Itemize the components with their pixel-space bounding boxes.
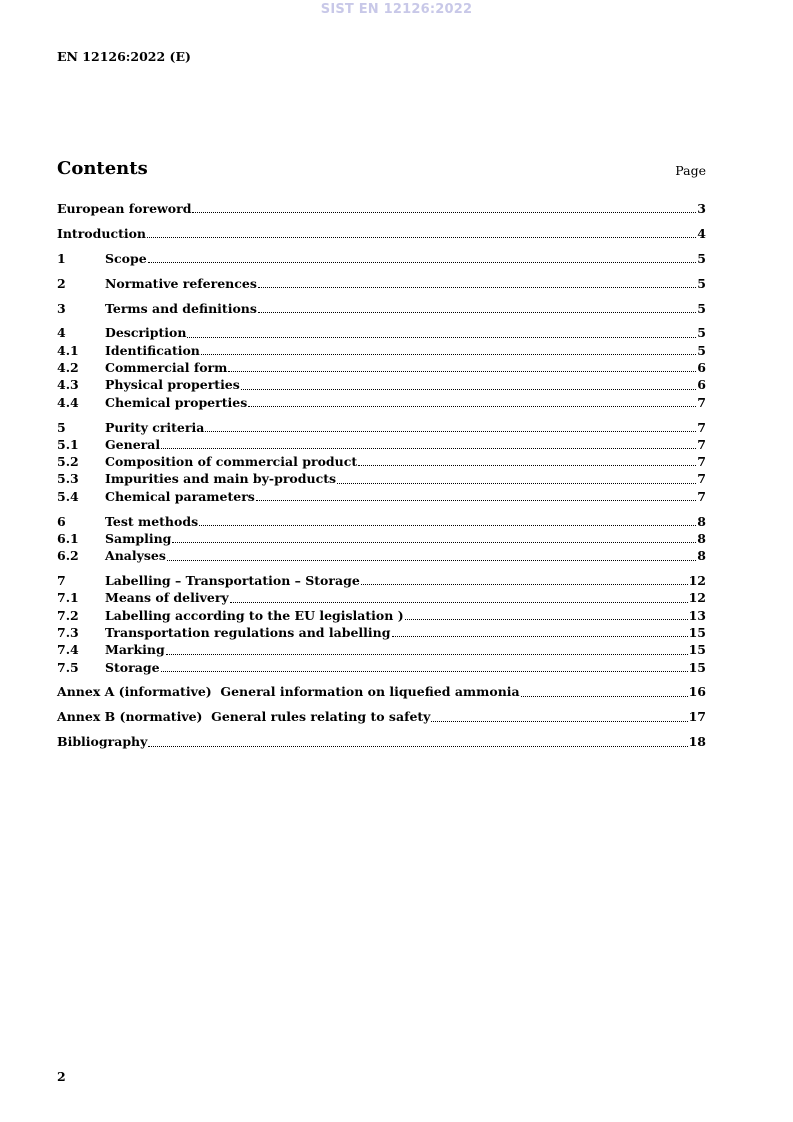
toc-entry-introduction[interactable] xyxy=(57,225,706,242)
toc-entry-page: 6 xyxy=(697,360,706,376)
toc-entry-page: 5 xyxy=(697,300,706,316)
leader-dots xyxy=(230,601,688,603)
page-number: 2 xyxy=(57,1069,66,1084)
toc-entry-7-1[interactable] xyxy=(57,589,706,606)
toc-entry-label: Physical properties xyxy=(105,377,240,393)
toc-entry-6-1[interactable] xyxy=(57,530,706,547)
toc-entry-label: General xyxy=(105,436,161,452)
toc-entry-label: Annex A (informative) General information on liquefied ammonia xyxy=(57,684,520,700)
leader-dots xyxy=(337,482,696,484)
leader-dots xyxy=(392,635,688,637)
leader-dots xyxy=(166,653,688,655)
toc-entry-page: 7 xyxy=(697,436,706,452)
toc-entry-number: 5.3 xyxy=(57,471,79,487)
toc-entry-7[interactable] xyxy=(57,572,706,589)
contents-title: Contents xyxy=(57,158,148,179)
toc-entry-label: Composition of commercial product xyxy=(105,454,358,470)
toc-entry-number: 1 xyxy=(57,250,66,266)
toc-entry-label: Commercial form xyxy=(105,360,228,376)
leader-dots xyxy=(161,447,696,449)
toc-entry-4-4[interactable] xyxy=(57,394,706,411)
page-column-label: Page xyxy=(675,163,706,178)
toc-entry-label: Analyses xyxy=(105,548,166,564)
toc-entry-number: 3 xyxy=(57,300,66,316)
toc-entry-bibliography[interactable] xyxy=(57,733,706,750)
toc-entry-5-2[interactable] xyxy=(57,453,706,470)
toc-entry-label: Bibliography xyxy=(57,734,148,750)
toc-entry-label: Labelling according to the EU legislation ) xyxy=(105,607,404,623)
toc-entry-label: Test methods xyxy=(105,513,199,529)
table-of-contents xyxy=(57,200,706,751)
toc-entry-page: 7 xyxy=(697,471,706,487)
toc-entry-7-2[interactable] xyxy=(57,607,706,624)
toc-entry-label: Storage xyxy=(105,659,160,675)
toc-entry-page: 8 xyxy=(697,548,706,564)
toc-entry-4[interactable] xyxy=(57,324,706,341)
toc-entry-annex-a[interactable] xyxy=(57,683,706,700)
leader-dots xyxy=(167,559,696,561)
toc-entry-number: 7.2 xyxy=(57,607,79,623)
leader-dots xyxy=(241,388,696,390)
leader-dots xyxy=(405,618,688,620)
toc-entry-page: 5 xyxy=(697,250,706,266)
toc-entry-number: 7.5 xyxy=(57,659,79,675)
toc-entry-4-3[interactable] xyxy=(57,376,706,393)
toc-entry-number: 5 xyxy=(57,419,66,435)
toc-entry-number: 4 xyxy=(57,325,66,341)
toc-entry-page: 8 xyxy=(697,530,706,546)
leader-dots xyxy=(248,405,696,407)
toc-entry-3[interactable] xyxy=(57,300,706,317)
leader-dots xyxy=(199,524,696,526)
toc-entry-6[interactable] xyxy=(57,513,706,530)
toc-entry-label: Sampling xyxy=(105,530,172,546)
toc-entry-page: 5 xyxy=(697,342,706,358)
toc-entry-number: 4.4 xyxy=(57,394,79,410)
toc-entry-2[interactable] xyxy=(57,275,706,292)
toc-entry-label: Chemical parameters xyxy=(105,488,255,504)
leader-dots xyxy=(172,541,696,543)
toc-entry-label: Impurities and main by-products xyxy=(105,471,336,487)
toc-entry-page: 8 xyxy=(697,513,706,529)
toc-entry-page: 7 xyxy=(697,454,706,470)
toc-entry-5[interactable] xyxy=(57,419,706,436)
toc-entry-page: 12 xyxy=(688,590,706,606)
toc-entry-label: Introduction xyxy=(57,225,147,241)
toc-entry-label: Annex B (normative) General rules relating to safety xyxy=(57,709,431,725)
toc-entry-label: European foreword xyxy=(57,201,192,216)
toc-entry-number: 4.3 xyxy=(57,377,79,393)
leader-dots xyxy=(258,311,696,313)
toc-entry-number: 4.2 xyxy=(57,360,79,376)
toc-entry-number: 6.2 xyxy=(57,548,79,564)
leader-dots xyxy=(521,695,688,697)
toc-entry-page: 13 xyxy=(688,607,706,623)
toc-entry-label: Labelling – Transportation – Storage xyxy=(105,573,360,589)
toc-entry-5-4[interactable] xyxy=(57,488,706,505)
leader-dots xyxy=(258,286,696,288)
leader-dots xyxy=(358,464,696,466)
toc-entry-label: Terms and definitions xyxy=(105,300,257,316)
toc-entry-page: 15 xyxy=(688,659,706,675)
toc-entry-number: 5.1 xyxy=(57,436,79,452)
leader-dots xyxy=(148,745,687,747)
toc-entry-label: Marking xyxy=(105,642,165,658)
leader-dots xyxy=(192,211,696,213)
toc-entry-page: 6 xyxy=(697,377,706,393)
toc-entry-7-3[interactable] xyxy=(57,624,706,641)
toc-entry-7-5[interactable] xyxy=(57,659,706,676)
toc-entry-page: 7 xyxy=(697,488,706,504)
toc-entry-number: 6 xyxy=(57,513,66,529)
leader-dots xyxy=(187,336,696,338)
toc-entry-number: 7.3 xyxy=(57,624,79,640)
toc-entry-number: 4.1 xyxy=(57,342,79,358)
toc-entry-label: Scope xyxy=(105,250,147,266)
toc-entry-number: 2 xyxy=(57,275,66,291)
toc-entry-label: Means of delivery xyxy=(105,590,229,606)
toc-entry-page: 7 xyxy=(697,394,706,410)
watermark: SIST EN 12126:2022 xyxy=(320,2,473,17)
toc-entry-4-1[interactable] xyxy=(57,342,706,359)
toc-entry-5-3[interactable] xyxy=(57,470,706,487)
toc-entry-number: 7.4 xyxy=(57,642,79,658)
toc-entry-annex-b[interactable] xyxy=(57,708,706,725)
leader-dots xyxy=(201,353,696,355)
toc-entry-page: 3 xyxy=(697,201,706,216)
toc-entry-label: Transportation regulations and labelling xyxy=(105,624,391,640)
toc-entry-label: Identification xyxy=(105,342,200,358)
leader-dots xyxy=(147,236,696,238)
toc-entry-label: Chemical properties xyxy=(105,394,248,410)
toc-entry-label: Purity criteria xyxy=(105,419,205,435)
toc-entry-5-1[interactable] xyxy=(57,436,706,453)
toc-entry-number: 5.4 xyxy=(57,488,79,504)
leader-dots xyxy=(205,430,696,432)
leader-dots xyxy=(256,499,696,501)
leader-dots xyxy=(361,583,688,585)
toc-entry-label: Description xyxy=(105,325,187,341)
leader-dots xyxy=(161,670,688,672)
toc-entry-page: 16 xyxy=(688,684,706,700)
toc-entry-page: 18 xyxy=(688,734,706,750)
toc-entry-page: 12 xyxy=(688,573,706,589)
toc-entry-number: 5.2 xyxy=(57,454,79,470)
toc-entry-1[interactable] xyxy=(57,250,706,267)
document-id: EN 12126:2022 (E) xyxy=(57,49,191,64)
toc-entry-european-foreword[interactable] xyxy=(57,200,706,217)
toc-entry-page: 15 xyxy=(688,624,706,640)
toc-entry-4-2[interactable] xyxy=(57,359,706,376)
toc-entry-page: 4 xyxy=(697,225,706,241)
toc-entry-7-4[interactable] xyxy=(57,641,706,658)
leader-dots xyxy=(431,720,687,722)
toc-entry-page: 15 xyxy=(688,642,706,658)
toc-entry-page: 5 xyxy=(697,325,706,341)
toc-entry-page: 5 xyxy=(697,275,706,291)
toc-entry-number: 7.1 xyxy=(57,590,79,606)
toc-entry-number: 6.1 xyxy=(57,530,79,546)
leader-dots xyxy=(148,261,697,263)
toc-entry-page: 17 xyxy=(688,709,706,725)
toc-entry-page: 7 xyxy=(697,419,706,435)
toc-entry-6-2[interactable] xyxy=(57,547,706,564)
toc-entry-label: Normative references xyxy=(105,275,257,291)
leader-dots xyxy=(228,370,696,372)
toc-entry-number: 7 xyxy=(57,573,66,589)
